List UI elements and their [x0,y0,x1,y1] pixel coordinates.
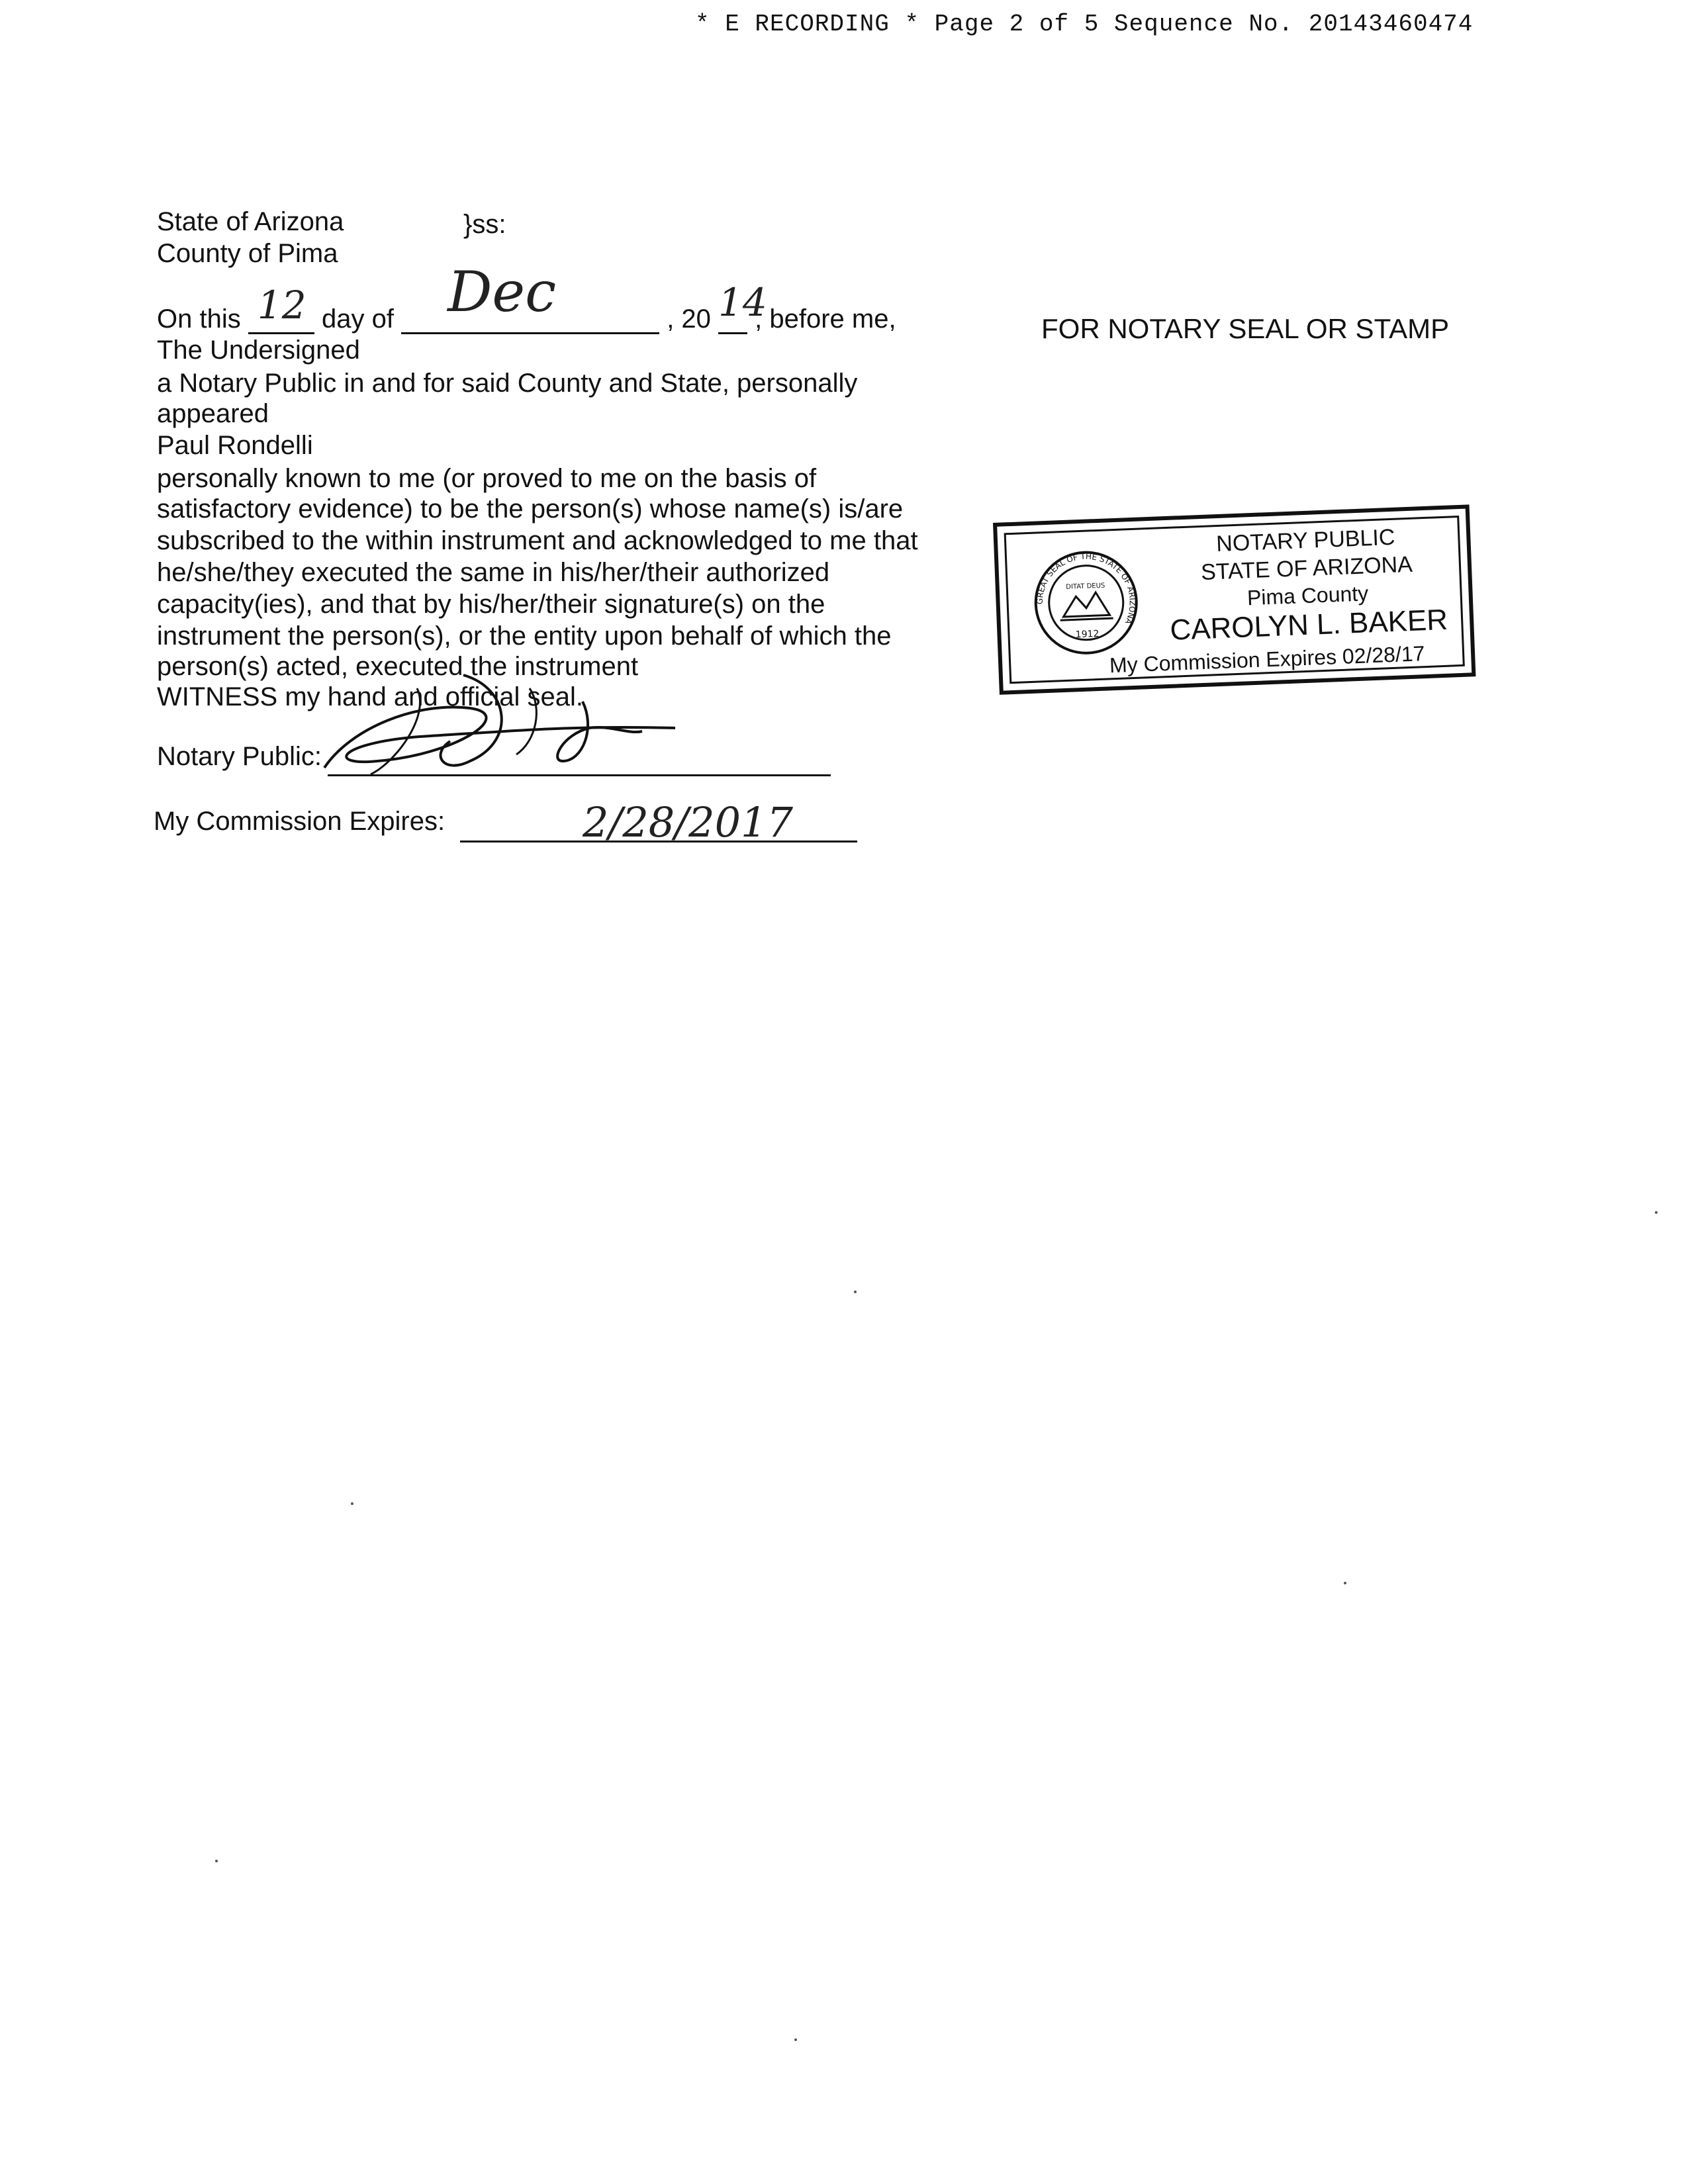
day-field [248,283,314,334]
notary-signature [298,662,695,781]
ack-line-7: satisfactory evidence) to be the person(s) whose name(s) is/are [157,494,904,523]
scan-speck [1655,1211,1658,1214]
month-handwritten: Dec [447,259,557,324]
notary-public-label: Notary Public: [157,742,322,771]
seal-ring-text: GREAT SEAL OF THE STATE OF ARIZONA [1035,551,1137,626]
stamp-line-1: NOTARY PUBLIC [1215,524,1396,557]
notary-stamp [993,504,1476,694]
scan-speck [215,1860,218,1862]
scan-speck [1344,1582,1346,1584]
ack-line-11: instrument the person(s), or the entity upon behalf of which the [157,621,892,651]
year-field [718,280,767,334]
ack-line-4: appeared [157,399,269,428]
commission-handwritten: 2/28/2017 [583,798,793,846]
seal-year: 1912 [1075,628,1100,641]
month-field [401,259,659,334]
seal-motto: DITAT DEUS [1066,582,1105,591]
stamp-notary-name: CAROLYN L. BAKER [1169,603,1448,647]
ack-intro [157,259,896,334]
ack-line-12: person(s) acted, executed the instrument [157,652,639,681]
officer-name: The Undersigned [157,336,360,365]
state-seal-icon [1031,548,1141,658]
stamp-line-3: Pima County [1246,581,1369,610]
scan-speck [794,2038,797,2041]
ack-line-3: a Notary Public in and for said County and State, personally [157,369,858,398]
venue-state: State of Arizona [157,207,344,236]
venue-ss: }ss: [463,210,506,239]
day-handwritten: 12 [257,283,306,328]
year-handwritten: 14 [718,280,767,325]
before-me-text: , before me, [755,304,896,334]
scan-speck [351,1502,353,1505]
ack-line-10: capacity(ies), and that by his/her/their signature(s) on the [157,590,825,619]
recording-header: * E RECORDING * Page 2 of 5 Sequence No. 20143460474 [695,11,1474,38]
stamp-expires: My Commission Expires 02/28/17 [1109,641,1426,678]
stamp-line-2: STATE OF ARIZONA [1200,551,1413,585]
day-of-text: day of [321,304,394,334]
signer-name: Paul Rondelli [157,431,313,460]
witness-line: WITNESS my hand and official seal. [157,682,583,711]
venue-county: County of Pima [157,239,338,268]
commission-label: My Commission Expires: [154,807,445,836]
scan-speck [854,1291,857,1293]
on-this-text: On this [157,304,241,334]
seal-area-label: FOR NOTARY SEAL OR STAMP [1041,313,1450,344]
ack-line-8: subscribed to the within instrument and acknowledged to me that [157,526,918,555]
ack-line-9: he/she/they executed the same in his/her/their authorized [157,558,830,587]
ack-line-6: personally known to me (or proved to me on the basis of [157,464,817,493]
year-prefix-text: , 20 [667,304,711,334]
